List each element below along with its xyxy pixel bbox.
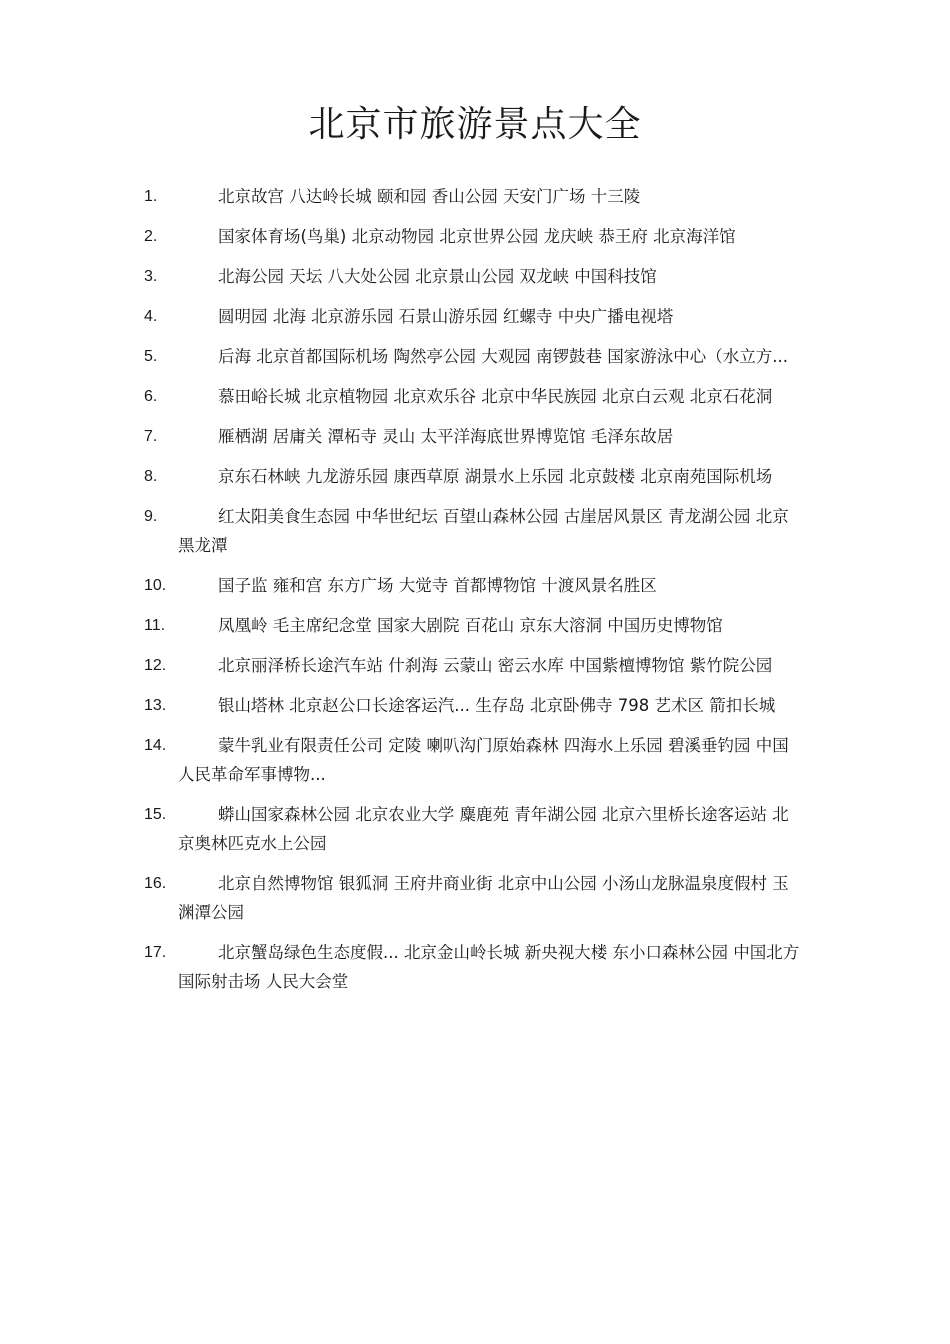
- list-item-text: 红太阳美食生态园 中华世纪坛 百望山森林公园 古崖居风景区 青龙湖公园 北京黑龙潭: [178, 507, 789, 555]
- list-item: [0, 800, 800, 858]
- list-item-number: 17.: [144, 944, 167, 961]
- list-item-text: 京东石林峡 九龙游乐园 康西草原 湖景水上乐园 北京鼓楼 北京南苑国际机场: [218, 467, 773, 486]
- list-item-text: 国家体育场(鸟巢) 北京动物园 北京世界公园 龙庆峡 恭王府 北京海洋馆: [218, 227, 736, 246]
- list-item-number: 1.: [144, 188, 158, 205]
- list-item-number: 2.: [144, 228, 158, 245]
- list-item-text: 凤凰岭 毛主席纪念堂 国家大剧院 百花山 京东大溶洞 中国历史博物馆: [218, 616, 723, 635]
- list-item-text: 国子监 雍和宫 东方广场 大觉寺 首都博物馆 十渡风景名胜区: [218, 576, 657, 595]
- list-item-number: 6.: [144, 388, 158, 405]
- list-item: [0, 422, 800, 451]
- list-item-number: 15.: [144, 806, 167, 823]
- list-item: [0, 502, 800, 560]
- list-item: [0, 691, 800, 720]
- page-title: 北京市旅游景点大全: [308, 104, 642, 145]
- list-item-text: 北京蟹岛绿色生态度假... 北京金山岭长城 新央视大楼 东小口森林公园 中国北方国际射击场 人民大会堂: [178, 943, 800, 991]
- list-item-number: 16.: [144, 875, 167, 892]
- list-item-text: 后海 北京首都国际机场 陶然亭公园 大观园 南锣鼓巷 国家游泳中心（水立方...: [218, 347, 788, 366]
- list-item-number: 5.: [144, 348, 158, 365]
- attraction-list: [0, 182, 950, 1007]
- list-item-text: 慕田峪长城 北京植物园 北京欢乐谷 北京中华民族园 北京白云观 北京石花洞: [218, 387, 773, 406]
- list-item-text: 北京自然博物馆 银狐洞 王府井商业街 北京中山公园 小汤山龙脉温泉度假村 玉渊潭公园: [178, 874, 789, 922]
- list-item: [0, 382, 800, 411]
- list-item: [0, 651, 800, 680]
- list-item: [0, 571, 800, 600]
- list-item: [0, 342, 800, 371]
- list-item-number: 12.: [144, 657, 167, 674]
- list-item-number: 7.: [144, 428, 158, 445]
- list-item-number: 14.: [144, 737, 167, 754]
- list-item-text: 圆明园 北海 北京游乐园 石景山游乐园 红螺寺 中央广播电视塔: [218, 307, 674, 326]
- list-item-number: 4.: [144, 308, 158, 325]
- list-item-number: 8.: [144, 468, 158, 485]
- list-item-text: 蟒山国家森林公园 北京农业大学 麋鹿苑 青年湖公园 北京六里桥长途客运站 北京奥林匹克水上公园: [178, 805, 789, 853]
- list-item-text: 北京故宫 八达岭长城 颐和园 香山公园 天安门广场 十三陵: [218, 187, 641, 206]
- list-item: [0, 869, 800, 927]
- list-item-text: 雁栖湖 居庸关 潭柘寺 灵山 太平洋海底世界博览馆 毛泽东故居: [218, 427, 674, 446]
- list-item: [0, 262, 800, 291]
- list-item-number: 11.: [144, 617, 166, 634]
- list-item-text: 银山塔林 北京赵公口长途客运汽... 生存岛 北京卧佛寺 798 艺术区 箭扣长城: [218, 696, 776, 715]
- list-item: [0, 611, 800, 640]
- list-item-text: 北海公园 天坛 八大处公园 北京景山公园 双龙峡 中国科技馆: [218, 267, 657, 286]
- list-item-text: 北京丽泽桥长途汽车站 什刹海 云蒙山 密云水库 中国紫檀博物馆 紫竹院公园: [218, 656, 773, 675]
- list-item: [0, 222, 800, 251]
- list-item: [0, 731, 800, 789]
- list-item-text: 蒙牛乳业有限责任公司 定陵 喇叭沟门原始森林 四海水上乐园 碧溪垂钓园 中国人民革命军事博物...: [178, 736, 789, 784]
- list-item: [0, 182, 800, 211]
- list-item-number: 13.: [144, 697, 167, 714]
- list-item: [0, 462, 800, 491]
- list-item-number: 10.: [144, 577, 167, 594]
- list-item: [0, 938, 800, 996]
- list-item-number: 9.: [144, 508, 158, 525]
- list-item: [0, 302, 800, 331]
- list-item-number: 3.: [144, 268, 158, 285]
